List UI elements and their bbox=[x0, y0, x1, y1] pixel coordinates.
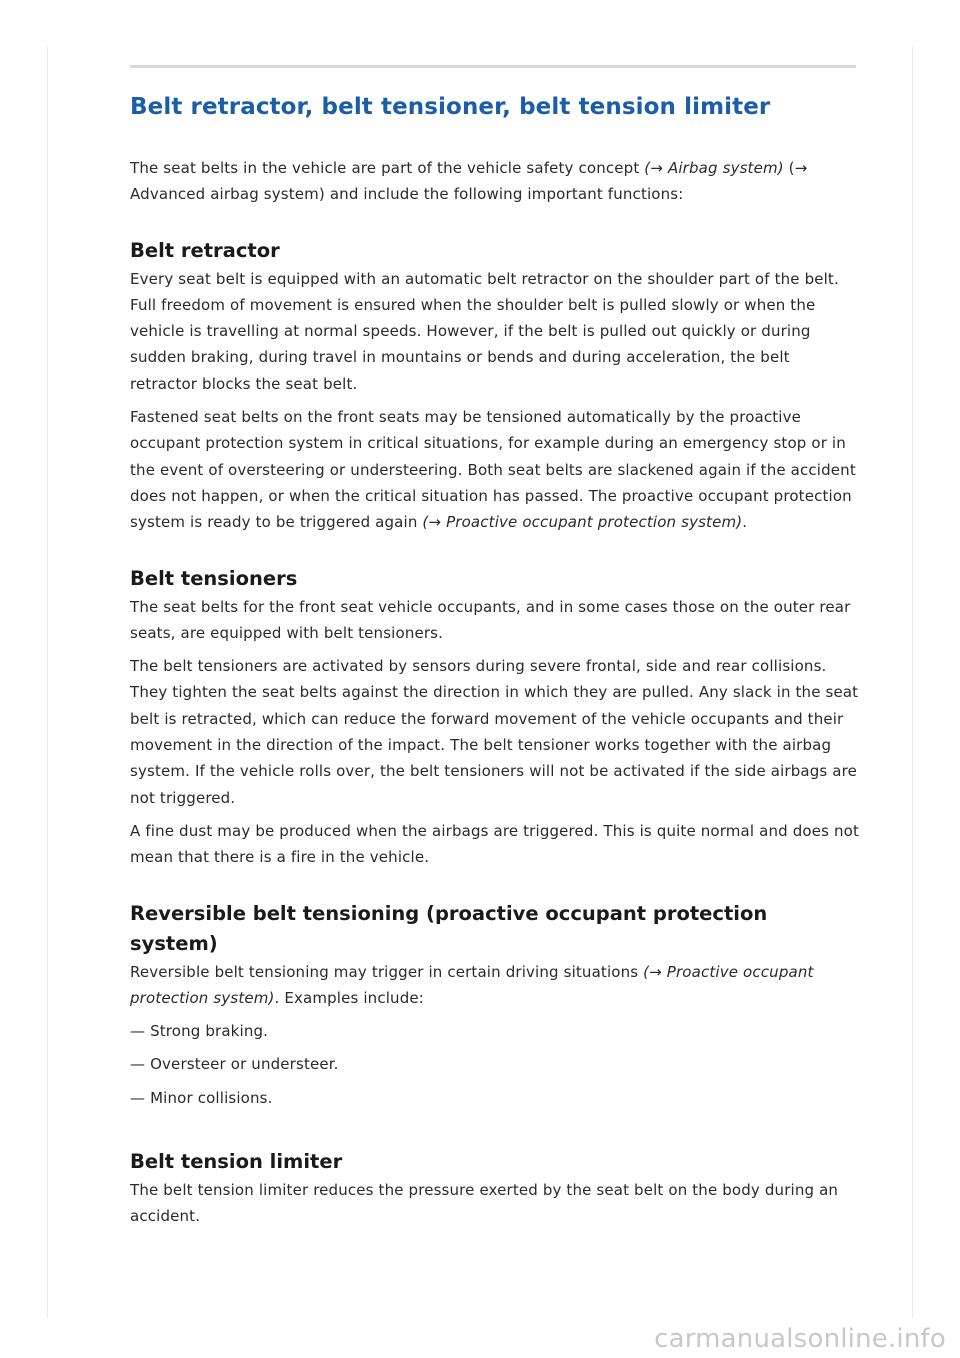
list-item: — Minor collisions. bbox=[130, 1088, 273, 1107]
list-item: — Oversteer or understeer. bbox=[130, 1055, 339, 1074]
tensioners-paragraph-3: A fine dust may be produced when the airbags are triggered. This is quite normal and does not mean that there is a fire in the vehicle. bbox=[130, 821, 859, 867]
dash-icon: — bbox=[130, 1088, 146, 1107]
retractor-paragraph-2: Fastened seat belts on the front seats may be tensioned automatically by the proactive occupant protection system in critical situations, for example during an emergency stop or in the event of oversteering or understeering. Both seat belts are slackened again if the accident does not happen, or when the critical situation has passed. The proactive occupant protection system is ready to be triggered again (→ Proactive occupant protection system). bbox=[130, 408, 856, 532]
reversible-paragraph-1: Reversible belt tensioning may trigger in certain driving situations (→ Proactive occupant protection system). Examples include: bbox=[130, 962, 814, 1007]
proactive-protection-link[interactable]: (→ Proactive occupant protection system) bbox=[130, 962, 814, 1007]
dash-icon: — bbox=[130, 1022, 146, 1041]
limiter-paragraph-1: The belt tension limiter reduces the pressure exerted by the seat belt on the body during an accident. bbox=[130, 1181, 839, 1226]
page-border-right bbox=[912, 46, 913, 1318]
arrow-icon: (→ bbox=[422, 513, 442, 532]
heading-belt-tension-limiter: Belt tension limiter bbox=[130, 1150, 343, 1174]
watermark: carmanualsonline.info bbox=[654, 1324, 946, 1354]
intro-text: The seat belts in the vehicle are part of the vehicle safety concept bbox=[130, 159, 640, 177]
arrow-icon: (→ bbox=[643, 962, 662, 981]
page-title: Belt retractor, belt tensioner, belt tension limiter bbox=[130, 94, 771, 120]
intro-paragraph bbox=[130, 155, 860, 208]
dash-icon: — bbox=[130, 1055, 146, 1074]
tensioners-paragraph-1: The seat belts for the front seat vehicle occupants, and in some cases those on the outer rear seats, are equipped with belt tensioners. bbox=[130, 597, 851, 642]
heading-reversible-tensioning: Reversible belt tensioning (proactive occupant protection system) bbox=[130, 901, 768, 955]
tensioners-paragraph-2: The belt tensioners are activated by sensors during severe frontal, side and rear collisions. They tighten the seat belts against the direction in which they are pulled. Any slack in the seat belt is retracted, which can reduce the forward movement of the vehicle occupants and their movement in the direction of the impact. The belt tensioner works together with the airbag system. If the vehicle rolls over, the belt tensioners will not be activated if the side airbags are not triggered. bbox=[130, 657, 859, 807]
retractor-paragraph-1: Every seat belt is equipped with an automatic belt retractor on the shoulder part of the belt. Full freedom of movement is ensured when the shoulder belt is pulled slowly or when the vehicle is travelling at normal speeds. However, if the belt is pulled out quickly or during sudden braking, during travel in mountains or bends and during acceleration, the belt retractor blocks the seat belt. bbox=[130, 269, 839, 393]
list-item: — Strong braking. bbox=[130, 1022, 269, 1041]
top-divider bbox=[130, 65, 856, 68]
arrow-icon: (→ bbox=[644, 159, 664, 177]
intro-text-tail: and include the following important functions: bbox=[329, 185, 684, 204]
document-body bbox=[130, 88, 860, 1230]
page-border-left bbox=[47, 46, 48, 1318]
heading-belt-tensioners: Belt tensioners bbox=[130, 566, 298, 590]
proactive-protection-link[interactable]: (→ Proactive occupant protection system) bbox=[422, 513, 743, 532]
heading-belt-retractor: Belt retractor bbox=[130, 238, 280, 262]
arrow-icon: → bbox=[794, 159, 808, 177]
airbag-system-link[interactable]: (→ Airbag system) bbox=[644, 159, 784, 177]
advanced-airbag-link[interactable]: (→ Advanced airbag system) bbox=[130, 159, 808, 204]
